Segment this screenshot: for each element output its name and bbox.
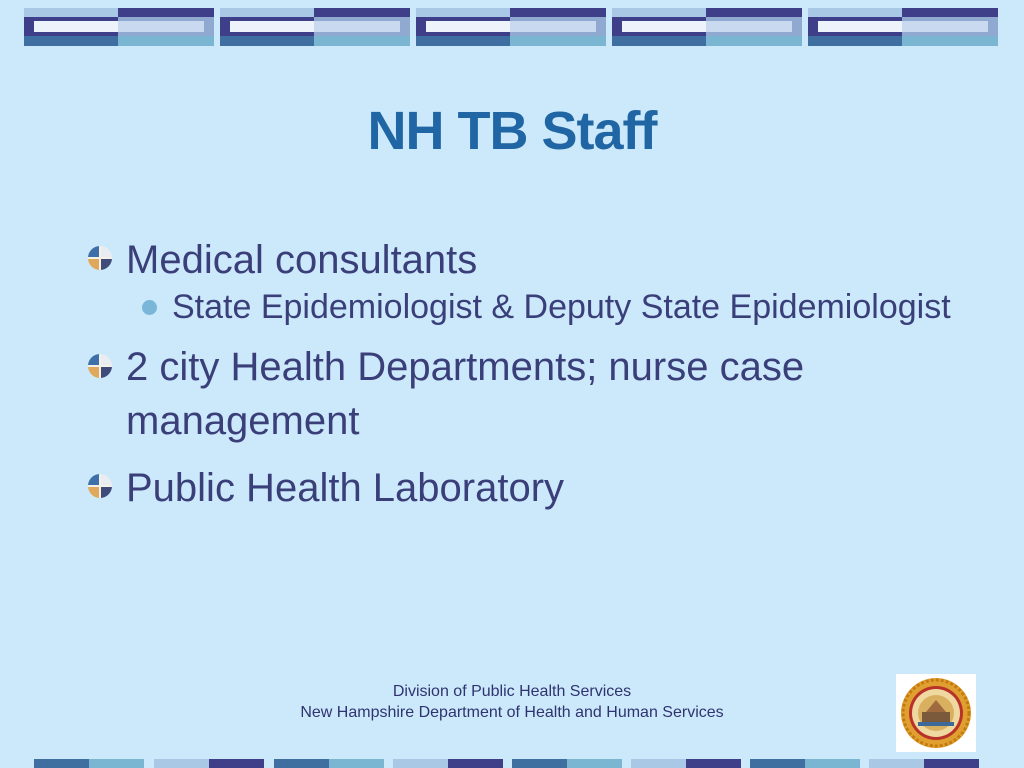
top-decorative-banner [24, 8, 1000, 46]
footer [0, 681, 1024, 723]
footer-division: Division of Public Health Services [392, 683, 632, 700]
quartered-circle-bullet-icon [88, 354, 112, 378]
banner-tile [393, 759, 503, 768]
banner-tile [416, 8, 606, 46]
banner-tile [34, 759, 144, 768]
banner-tile [24, 8, 214, 46]
new-hampshire-state-seal-icon [896, 674, 976, 752]
quartered-circle-bullet-icon [88, 474, 112, 498]
bullet-item [88, 232, 968, 288]
banner-tile [631, 759, 741, 768]
bullet-label: Medical consultants [126, 238, 478, 282]
bullet-item [88, 460, 968, 516]
sub-bullet-item [88, 284, 968, 330]
banner-tile [154, 759, 264, 768]
banner-tile [750, 759, 860, 768]
banner-tile [808, 8, 998, 46]
bullet-label: 2 city Health Departments; nurse case management [126, 345, 805, 443]
banner-tile [869, 759, 979, 768]
bullet-label: Public Health Laboratory [126, 466, 565, 510]
sub-bullet-label: State Epidemiologist & Deputy State Epidemiologist [172, 288, 951, 326]
banner-tile [274, 759, 384, 768]
dot-bullet-icon [142, 300, 157, 315]
bullet-list [88, 232, 968, 516]
banner-tile [512, 759, 622, 768]
bottom-decorative-banner [34, 759, 1024, 768]
banner-tile [612, 8, 802, 46]
footer-department: New Hampshire Department of Health and Human Services [300, 704, 724, 721]
banner-tile [220, 8, 410, 46]
slide-title: NH TB Staff [367, 101, 657, 161]
bullet-item [88, 340, 968, 448]
quartered-circle-bullet-icon [88, 246, 112, 270]
